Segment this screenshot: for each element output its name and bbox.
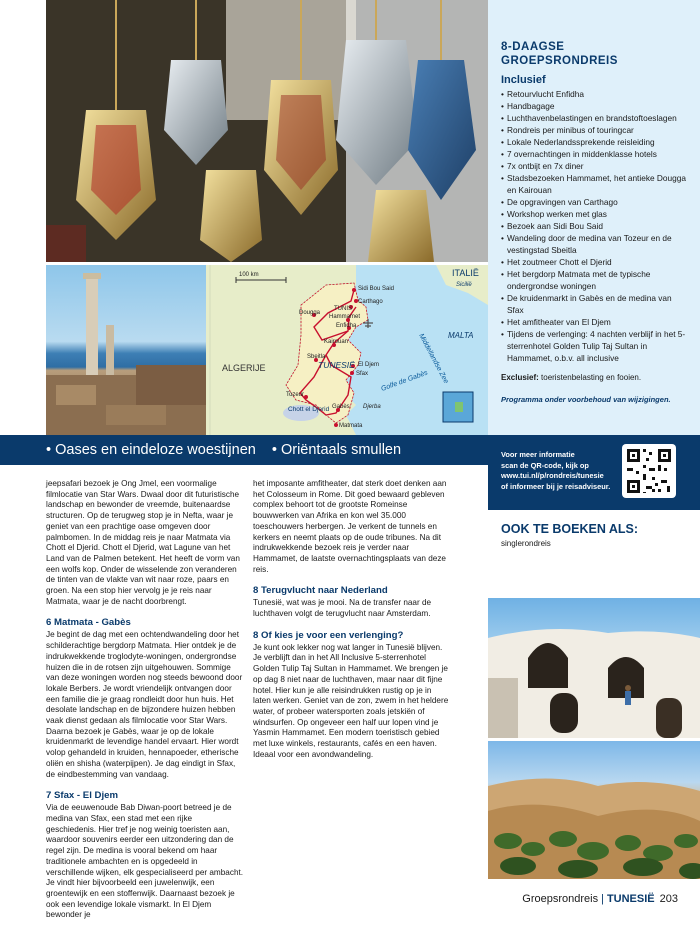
trip-info-panel — [488, 0, 700, 435]
inclusief-heading: Inclusief — [501, 74, 546, 86]
map-place-tunis: TUNIS — [334, 306, 352, 312]
troglodyte-photo — [488, 598, 700, 738]
qr-code[interactable] — [622, 444, 676, 498]
lanterns-photo — [46, 0, 488, 262]
day6-text: Je begint de dag met een ochtendwandeling door het schilderachtige bergdorp Matmata. Hier ontdek je de indrukwekkende troglodyte-woningen, ondergrondse huizen die in de rotsen zijn uitgehouwen. Sommige van deze woningen worden nog steeds bewoond door lokale Berbers. Je wordt vriendelijk ontvangen door een familie die je graag rondleidt door hun huis. Het desolate landschap en de bijzondere huizen hebben vaak dienst gedaan als filmlocatie voor Star Wars. Daarna bezoek je Gabès, waar je op de lokale kruidenmarkt de levendige handel ervaart. Hier wordt volop gehandeld in kruiden, hennapoeder, etherische oliën en shisha (waterpijpen). Je dag eindigt in Sfax, de eindbestemming van vandaag. — [46, 630, 243, 779]
inclusief-item: • De kruidenmarkt in Gabès en de medina van Sfax — [501, 292, 687, 316]
day7-text: Via de eeuwenoude Bab Diwan-poort betreed je de medina van Sfax, een stad met een rijke geschiedenis. Hier tref je nog weinig toeristen aan, waardoor souvenirs eerder een uitzondering dan de regel zijn. De medina is vooral bekend om haar traditionele ambachten en is opgedeeld in verschillende wijken, elk gespecialiseerd per ambacht. Je vindt hier bijvoorbeeld een juwelenwijk, een groentewijk en een stoffenwijk. Daarnaast bezoek je ook een levendige lokale vismarkt. In El Djem bewonder je — [46, 803, 244, 920]
inclusief-item: • 7 overnachtingen in middenklasse hotels — [501, 148, 687, 160]
page-footer — [522, 893, 678, 905]
map-label-gulf: Golfe de Gabès — [380, 369, 429, 393]
troglodyte-illustration — [488, 598, 700, 738]
day8a-heading: 8 Terugvlucht naar Nederland — [253, 585, 388, 597]
inclusief-item: • Lokale Nederlandssprekende reisleiding — [501, 136, 687, 148]
inclusief-item: • Rondreis per minibus of touringcar — [501, 124, 687, 136]
map-place-chott: Chott el Djerid — [288, 406, 330, 413]
map-place-kairouan: Kairouan — [324, 339, 349, 345]
lanterns-illustration — [46, 0, 488, 262]
map-label-malta: MALTA — [448, 331, 474, 340]
footer-section: Groepsrondreis — [522, 893, 599, 905]
also-bookable-text: singlerondreis — [501, 539, 551, 548]
map-place-enfidha: Enfidha — [336, 323, 357, 329]
map-place-tozeur: Tozeur — [286, 392, 305, 398]
trip-title-line1: 8-DAAGSE — [501, 41, 565, 53]
day7-continued-text: het imposante amfitheater, dat sterk doet denken aan het Colosseum in Rome. Dit goed bewaard gebleven complex behoort tot de grootste Romeinse bouwwerken van Afrika en kon wel 35.000 toeschouwers herbergen. Je verkent de tunnels en kerkers en neemt plaats op de oude tribunes. Na dit indrukwekkende bezoek reis je verder naar Hammamet, de laatste overnachtingsplaats van deze reis. — [253, 479, 447, 574]
day6-heading: 6 Matmata - Gabès — [46, 617, 131, 629]
qr-text-line4: of informeer bij je reisadviseur. — [501, 481, 611, 491]
map-place-matmata: Matmata — [339, 423, 363, 429]
inclusief-item: • Workshop werken met glas — [501, 208, 687, 220]
exclusief-text: toeristenbelasting en fooien. — [538, 373, 642, 382]
map-place-sidi-bou-said: Sidi Bou Said — [358, 286, 395, 292]
route-map — [206, 265, 488, 435]
day8b-text: Je kunt ook lekker nog wat langer in Tunesië blijven. Je verblijft dan in het All Inclusive 5-sterrenhotel Golden Tulip Taj Sultan in Hammamet. We brengen je op dag 8 niet naar de luchthaven, maar naar dit fijne hotel. Hier kun je alle reisindrukken rustig op je in laten werken. Geniet van de zon, zwem in het heldere water, of probeer watersporten zoals jetskiën of windsurfen. Op ongeveer een half uur lopen vind je Yasmin Hammamet. Een modern toeristisch gebied met luxe winkels, restaurants, cafés en een haven. Ideaal voor een avondwandeling. — [253, 642, 449, 759]
highlights-banner — [0, 435, 488, 465]
map-place-sbeitla: Sbeitla — [307, 354, 326, 360]
inclusief-item: • De opgravingen van Carthago — [501, 196, 687, 208]
map-place-dougga: Dougga — [299, 310, 321, 316]
map-label-algerije: ALGERIJE — [222, 363, 266, 373]
day5-continued-text: jeepsafari bezoek je Ong Jmel, een voormalige filmlocatie van Star Wars. Dwaal door dit futuristische landschap en bewonder de vreemde, buitenaardse structuren. Op de terugweg stop je in Nefta, waar je geniet van een prachtige oase omgeven door palmbomen. In de middag reis je naar Matmata via Chott el Djerid. Chott el Djerid, wat Lagune van het Land van de Palmen betekent. Het heeft de vorm van een wolfs kop. Onder de wisselende zon veranderen de tinten van de vlakte van wit naar roze, paars en groen. Na een stop hier vervolg je je reis naar Matmata, waar je de nacht doorbrengt. — [46, 479, 240, 606]
map-label-sicilie: Sicilië — [456, 282, 472, 288]
inclusief-item: • Het zoutmeer Chott el Djerid — [501, 256, 687, 268]
inclusief-item: • Het bergdorp Matmata met de typische ondergrondse woningen — [501, 268, 687, 292]
also-bookable-heading: OOK TE BOEKEN ALS: — [501, 522, 639, 536]
qr-text-line2: scan de QR-code, kijk op — [501, 460, 589, 470]
map-place-hammamet: Hammamet — [329, 314, 361, 320]
map-label-sea: Middellandse Zee — [417, 332, 450, 385]
ruins-illustration — [46, 265, 206, 435]
inclusief-item: • Stadsbezoeken Hammamet, het antieke Dougga en Kairouan — [501, 172, 687, 196]
qr-code-icon — [622, 444, 676, 498]
exclusief-label: Exclusief: — [501, 373, 539, 382]
trip-title-line2: GROEPSRONDREIS — [501, 55, 618, 67]
footer-separator: | — [601, 893, 604, 905]
oasis-photo — [488, 741, 700, 879]
map-label-tunesie: TUNESIË — [318, 360, 355, 370]
day8b-heading: 8 Of kies je voor een verlenging? — [253, 629, 404, 641]
inclusief-item: • 7x ontbijt en 7x diner — [501, 160, 687, 172]
banner-item-smullen: • Oriëntaals smullen — [271, 442, 402, 458]
map-place-carthago: Carthago — [358, 299, 383, 305]
inclusief-item: • Luchthavenbelastingen en brandstoftoeslagen — [501, 112, 687, 124]
map-scale-label: 100 km — [239, 272, 259, 278]
inclusief-item: • Bezoek aan Sidi Bou Said — [501, 220, 687, 232]
body-column-1 — [46, 479, 244, 921]
map-place-djerba: Djerba — [363, 404, 381, 410]
day8a-text: Tunesië, wat was je mooi. Na de transfer naar de luchthaven volgt de terugvlucht naar Amsterdam. — [253, 598, 432, 619]
map-place-el-djem: El Djem — [358, 362, 380, 368]
also-bookable — [501, 522, 691, 548]
body-column-2 — [253, 479, 451, 760]
map-place-gabes: Gabès — [332, 404, 350, 410]
ruins-photo — [46, 265, 206, 435]
inclusief-item: • Tijdens de verlenging: 4 nachten verblijf in het 5-sterrenhotel Golden Tulip Taj Sultan in Hammamet, o.b.v. all inclusive — [501, 328, 687, 364]
program-disclaimer: Programma onder voorbehoud van wijzigingen. — [501, 395, 671, 404]
day7-heading: 7 Sfax - El Djem — [46, 790, 118, 802]
qr-text-line1: Voor meer informatie — [501, 450, 575, 459]
exclusief-note — [501, 372, 687, 383]
inclusief-list — [501, 88, 687, 364]
map-svg — [206, 265, 488, 435]
map-label-italie: ITALIË — [452, 268, 479, 278]
inclusief-item: • Het amfitheater van El Djem — [501, 316, 687, 328]
inclusief-item: • Wandeling door de medina van Tozeur en de vestingstad Sbeitla — [501, 232, 687, 256]
inclusief-item: • Handbagage — [501, 100, 687, 112]
map-place-sfax: Sfax — [356, 371, 369, 377]
footer-country: TUNESIË — [606, 893, 655, 905]
qr-url-link[interactable]: www.tui.nl/p/rondreis/tunesie — [501, 471, 604, 480]
oasis-illustration — [488, 741, 700, 879]
banner-item-woestijnen: • Oases en eindeloze woestijnen — [46, 442, 256, 458]
inclusief-item: • Retourvlucht Enfidha — [501, 88, 687, 100]
page-number: 203 — [659, 893, 678, 905]
